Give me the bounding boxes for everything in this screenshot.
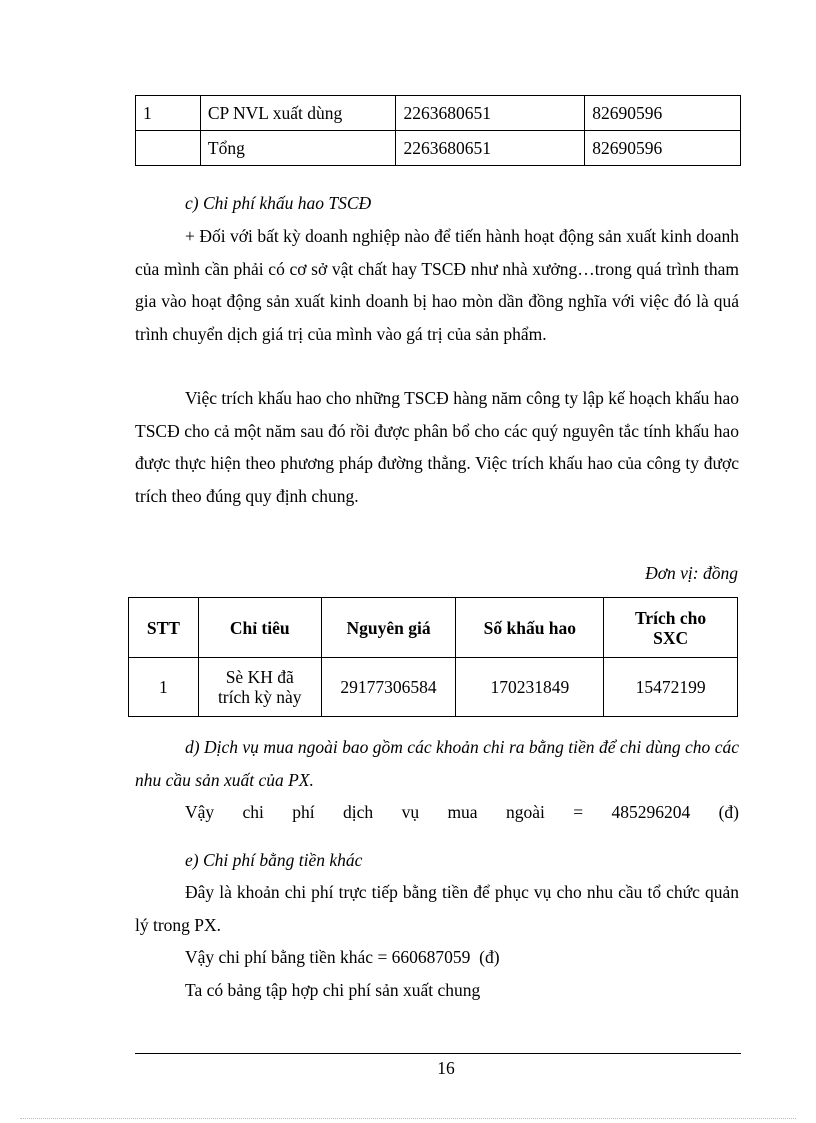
table-cell: CP NVL xuất dùng — [200, 96, 396, 131]
cell-stt: 1 — [129, 658, 199, 717]
table-cell: 2263680651 — [396, 96, 585, 131]
cell-so-khau-hao: 170231849 — [456, 658, 604, 717]
footer-divider — [135, 1053, 741, 1054]
cell-trich-cho-sxc: 15472199 — [604, 658, 738, 717]
table-cell: 82690596 — [585, 96, 741, 131]
material-cost-table — [135, 95, 741, 166]
table-row — [136, 96, 741, 131]
page-number: 16 — [437, 1058, 455, 1078]
service-cost-word: = — [573, 802, 584, 822]
service-cost-word: Vậy — [185, 802, 215, 822]
section-c-paragraph-1: + Đối với bất kỳ doanh nghiệp nào để tiến hành hoạt động sản xuất kinh doanh của mình cần phải có cơ sở vật chất hay TSCĐ như nhà xưởng…trong quá trình tham gia vào hoạt động sản xuất kinh doanh bị hao mòn dần đồng nghĩa với việc đó là quá trình chuyển dịch giá trị của mình vào gá trị của sản phẩm. — [135, 226, 739, 344]
section-e-heading: e) Chi phí bằng tiền khác — [185, 850, 363, 870]
header-so-khau-hao: Số khấu hao — [456, 598, 604, 658]
service-cost-line — [185, 796, 739, 829]
table-row — [129, 658, 738, 717]
header-nguyen-gia: Nguyên giá — [321, 598, 456, 658]
table-cell: 2263680651 — [396, 131, 585, 166]
header-trich-cho-sxc: Trích cho SXC — [604, 598, 738, 658]
closing-sentence: Ta có bảng tập hợp chi phí sản xuất chung — [185, 980, 481, 1000]
service-cost-word: chi — [242, 802, 264, 822]
header-stt: STT — [129, 598, 199, 658]
section-d-heading: d) Dịch vụ mua ngoài bao gồm các khoản chi ra bằng tiền để chi dùng cho các nhu cầu sản xuất của PX. — [135, 737, 739, 790]
header-chi-tieu: Chỉ tiêu — [198, 598, 321, 658]
service-cost-unit: (đ) — [718, 802, 739, 822]
table-row — [136, 131, 741, 166]
table-header-row — [129, 598, 738, 658]
section-e-paragraph: Đây là khoản chi phí trực tiếp bằng tiền để phục vụ cho nhu cầu tổ chức quản lý trong PX. — [135, 882, 739, 935]
service-cost-word: dịch — [343, 802, 374, 822]
depreciation-table — [128, 597, 738, 717]
service-cost-word: mua — [447, 802, 478, 822]
section-c-paragraph-2: Việc trích khấu hao cho những TSCĐ hàng năm công ty lập kế hoạch khấu hao TSCĐ cho cả một năm sau đó rồi được phân bổ cho các quý nguyên tắc tính khấu hao được thực hiện theo phương pháp đường thẳng. Việc trích khấu hao của công ty được trích theo đúng quy định chung. — [135, 388, 739, 506]
unit-label: Đơn vị: đồng — [645, 563, 738, 583]
other-cost-total: Vậy chi phí bằng tiền khác = 660687059 (đ) — [185, 947, 500, 967]
table-cell: Tổng — [200, 131, 396, 166]
table-cell: 82690596 — [585, 131, 741, 166]
table-cell — [136, 131, 201, 166]
section-c-heading: c) Chi phí khấu hao TSCĐ — [185, 193, 372, 213]
table-cell: 1 — [136, 96, 201, 131]
service-cost-word: ngoài — [505, 802, 545, 822]
page-edge-divider — [20, 1118, 796, 1119]
cell-chi-tieu: Sè KH đã trích kỳ này — [198, 658, 321, 717]
cell-nguyen-gia: 29177306584 — [321, 658, 456, 717]
service-cost-value: 485296204 — [611, 802, 691, 822]
service-cost-word: vụ — [401, 802, 420, 822]
service-cost-word: phí — [292, 802, 315, 822]
